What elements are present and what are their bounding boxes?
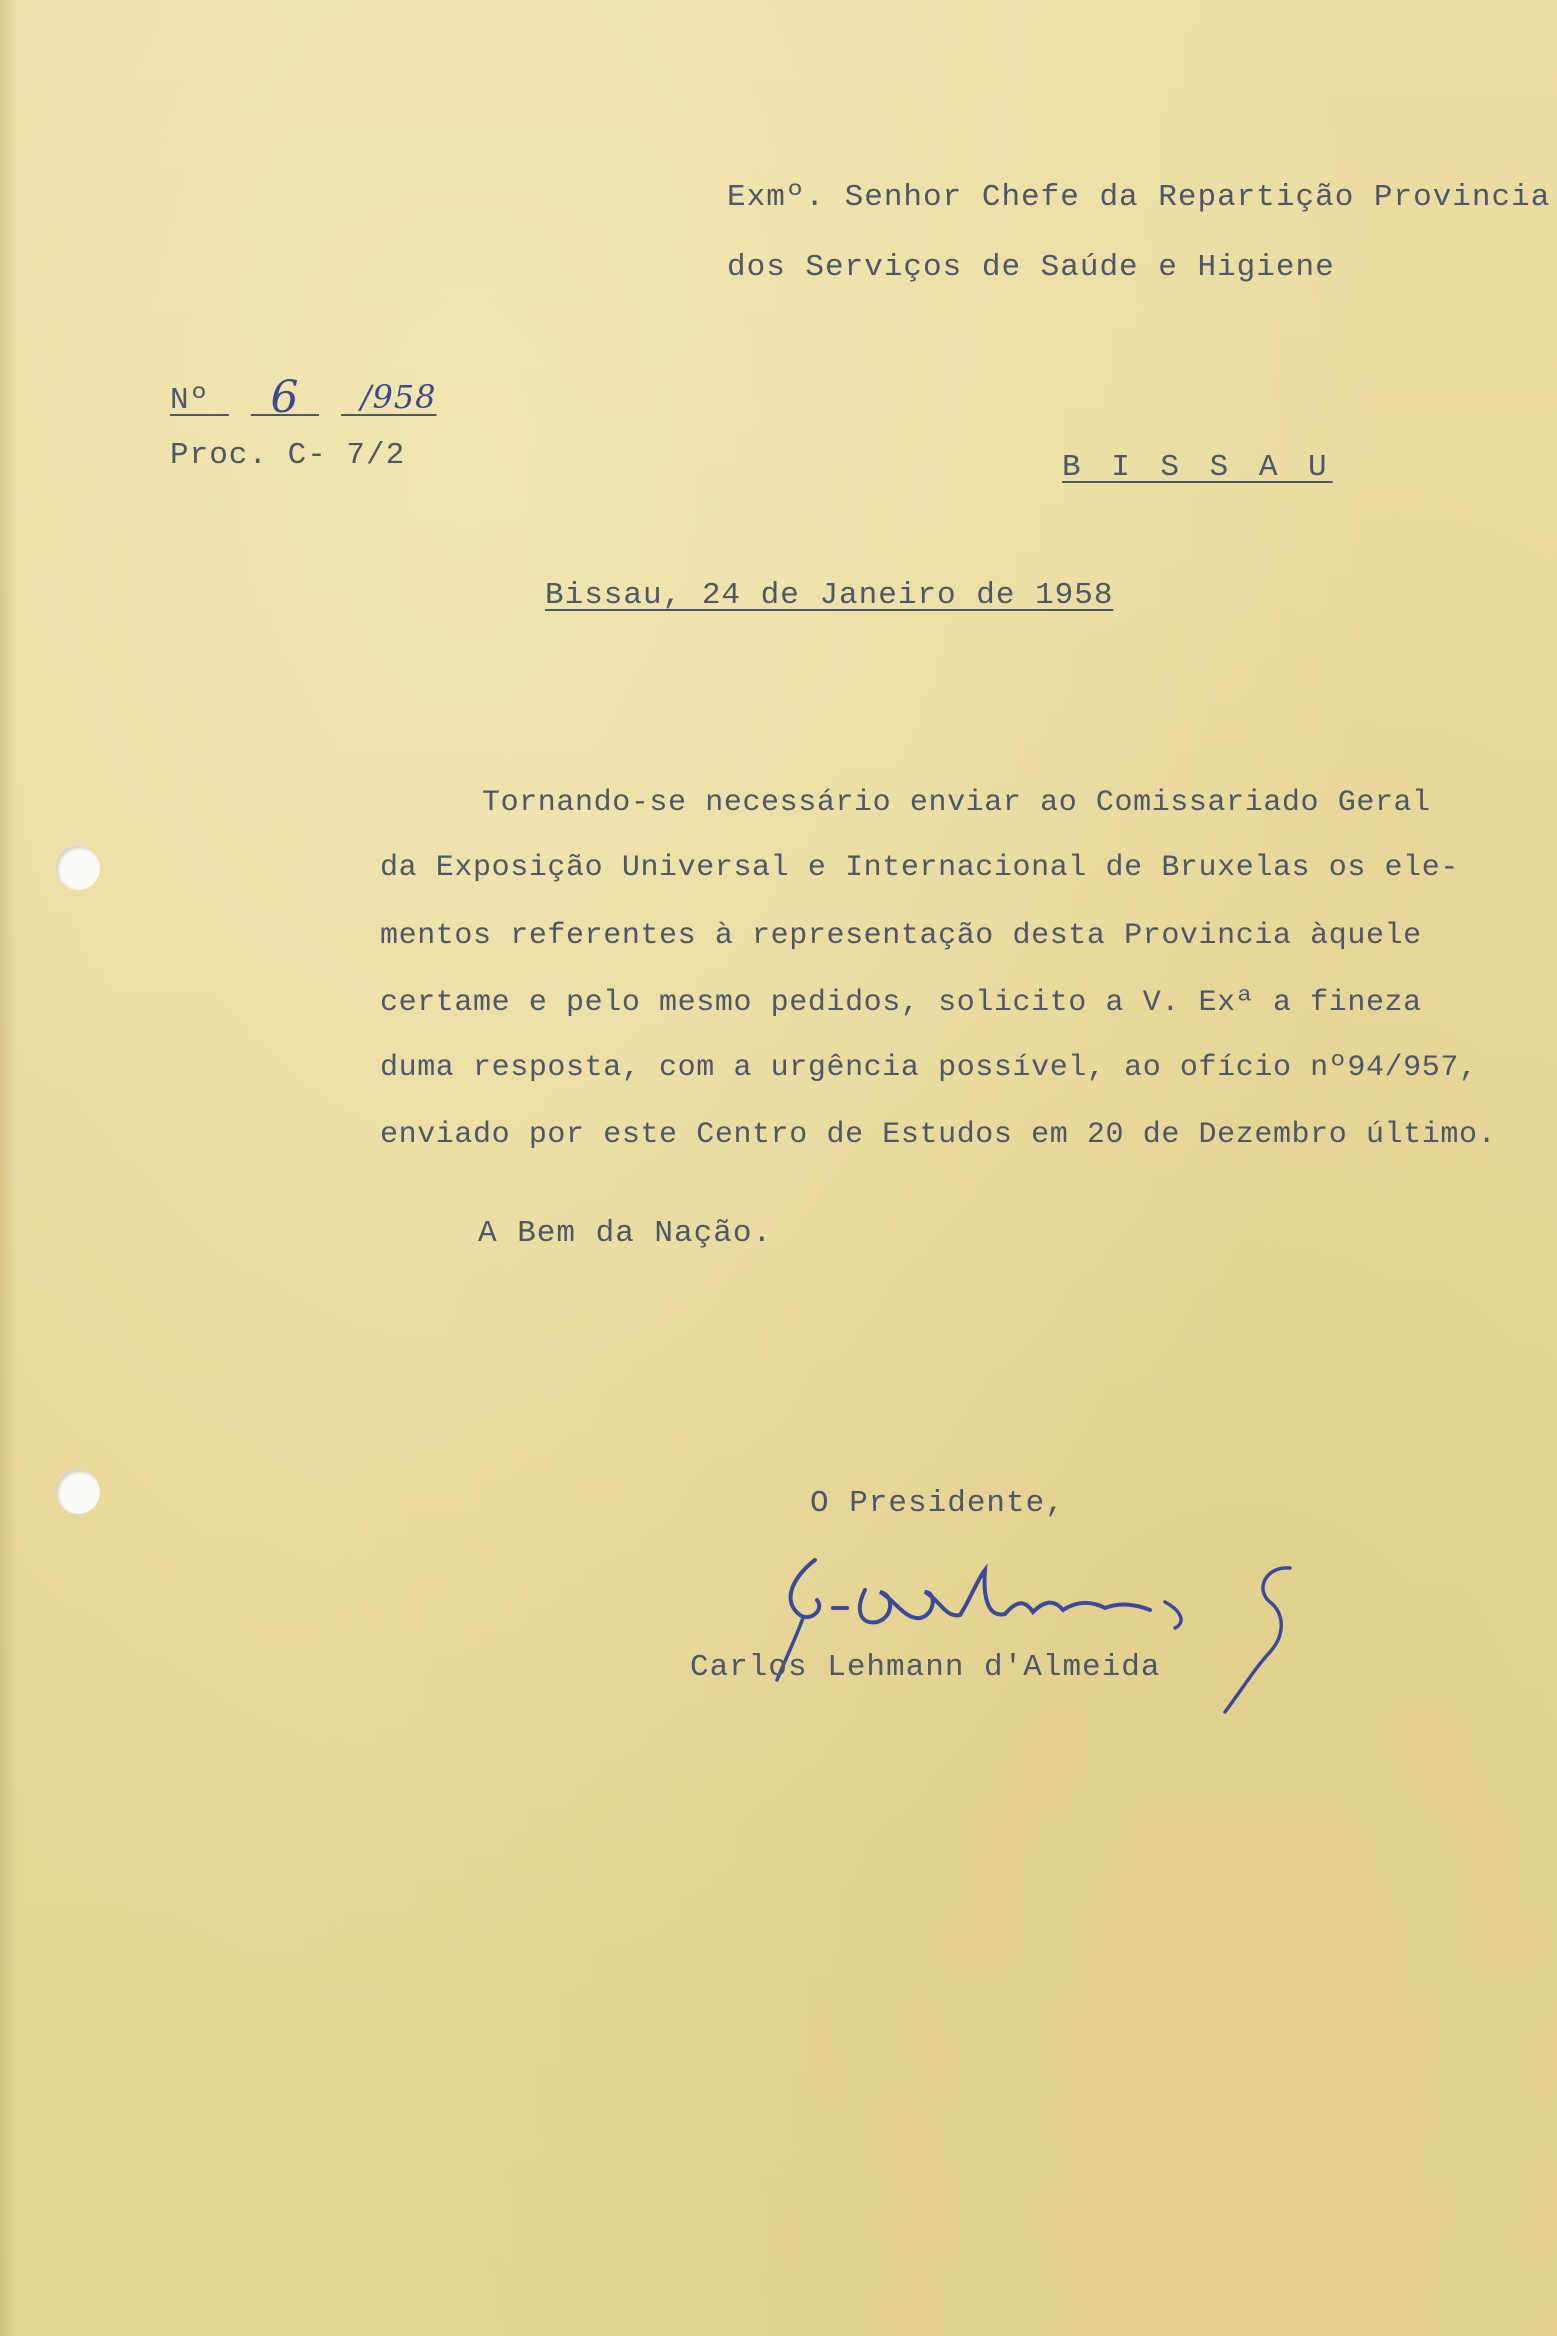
punch-hole-bottom	[56, 1470, 100, 1514]
reference-number	[170, 372, 437, 423]
closing-salutation: A Bem da Nação.	[478, 1216, 773, 1251]
destination-city: B I S S A U	[1062, 450, 1333, 485]
date-line: Bissau, 24 de Janeiro de 1958	[545, 578, 1114, 613]
addressee-line-2: dos Serviços de Saúde e Higiene	[727, 250, 1335, 285]
punch-hole-top	[56, 846, 100, 890]
paper-edge-shadow	[0, 0, 18, 2336]
addressee-line-1: Exmº. Senhor Chefe da Repartição Provincia	[727, 180, 1551, 215]
body-line-6: enviado por este Centro de Estudos em 20 de Dezembro último.	[380, 1118, 1497, 1152]
handwritten-number: 6	[270, 372, 300, 423]
body-line-2: da Exposição Universal e Internacional de Bruxelas os ele-	[380, 851, 1459, 885]
body-line-5: duma resposta, com a urgência possível, ao ofício nº94/957,	[380, 1051, 1478, 1085]
body-line-4: certame e pelo mesmo pedidos, solicito a V. Exª a fineza	[380, 986, 1422, 1020]
body-line-3: mentos referentes à representação desta Provincia àquele	[380, 919, 1422, 953]
body-line-1: Tornando-se necessário enviar ao Comissariado Geral	[482, 786, 1431, 820]
process-reference: Proc. C- 7/2	[170, 438, 406, 473]
signatory-name: Carlos Lehmann d'Almeida	[690, 1650, 1161, 1685]
handwritten-signature	[755, 1540, 1315, 1740]
number-year: /958	[360, 378, 437, 416]
number-label: Nº	[170, 383, 210, 418]
signature-title: O Presidente,	[810, 1486, 1065, 1521]
